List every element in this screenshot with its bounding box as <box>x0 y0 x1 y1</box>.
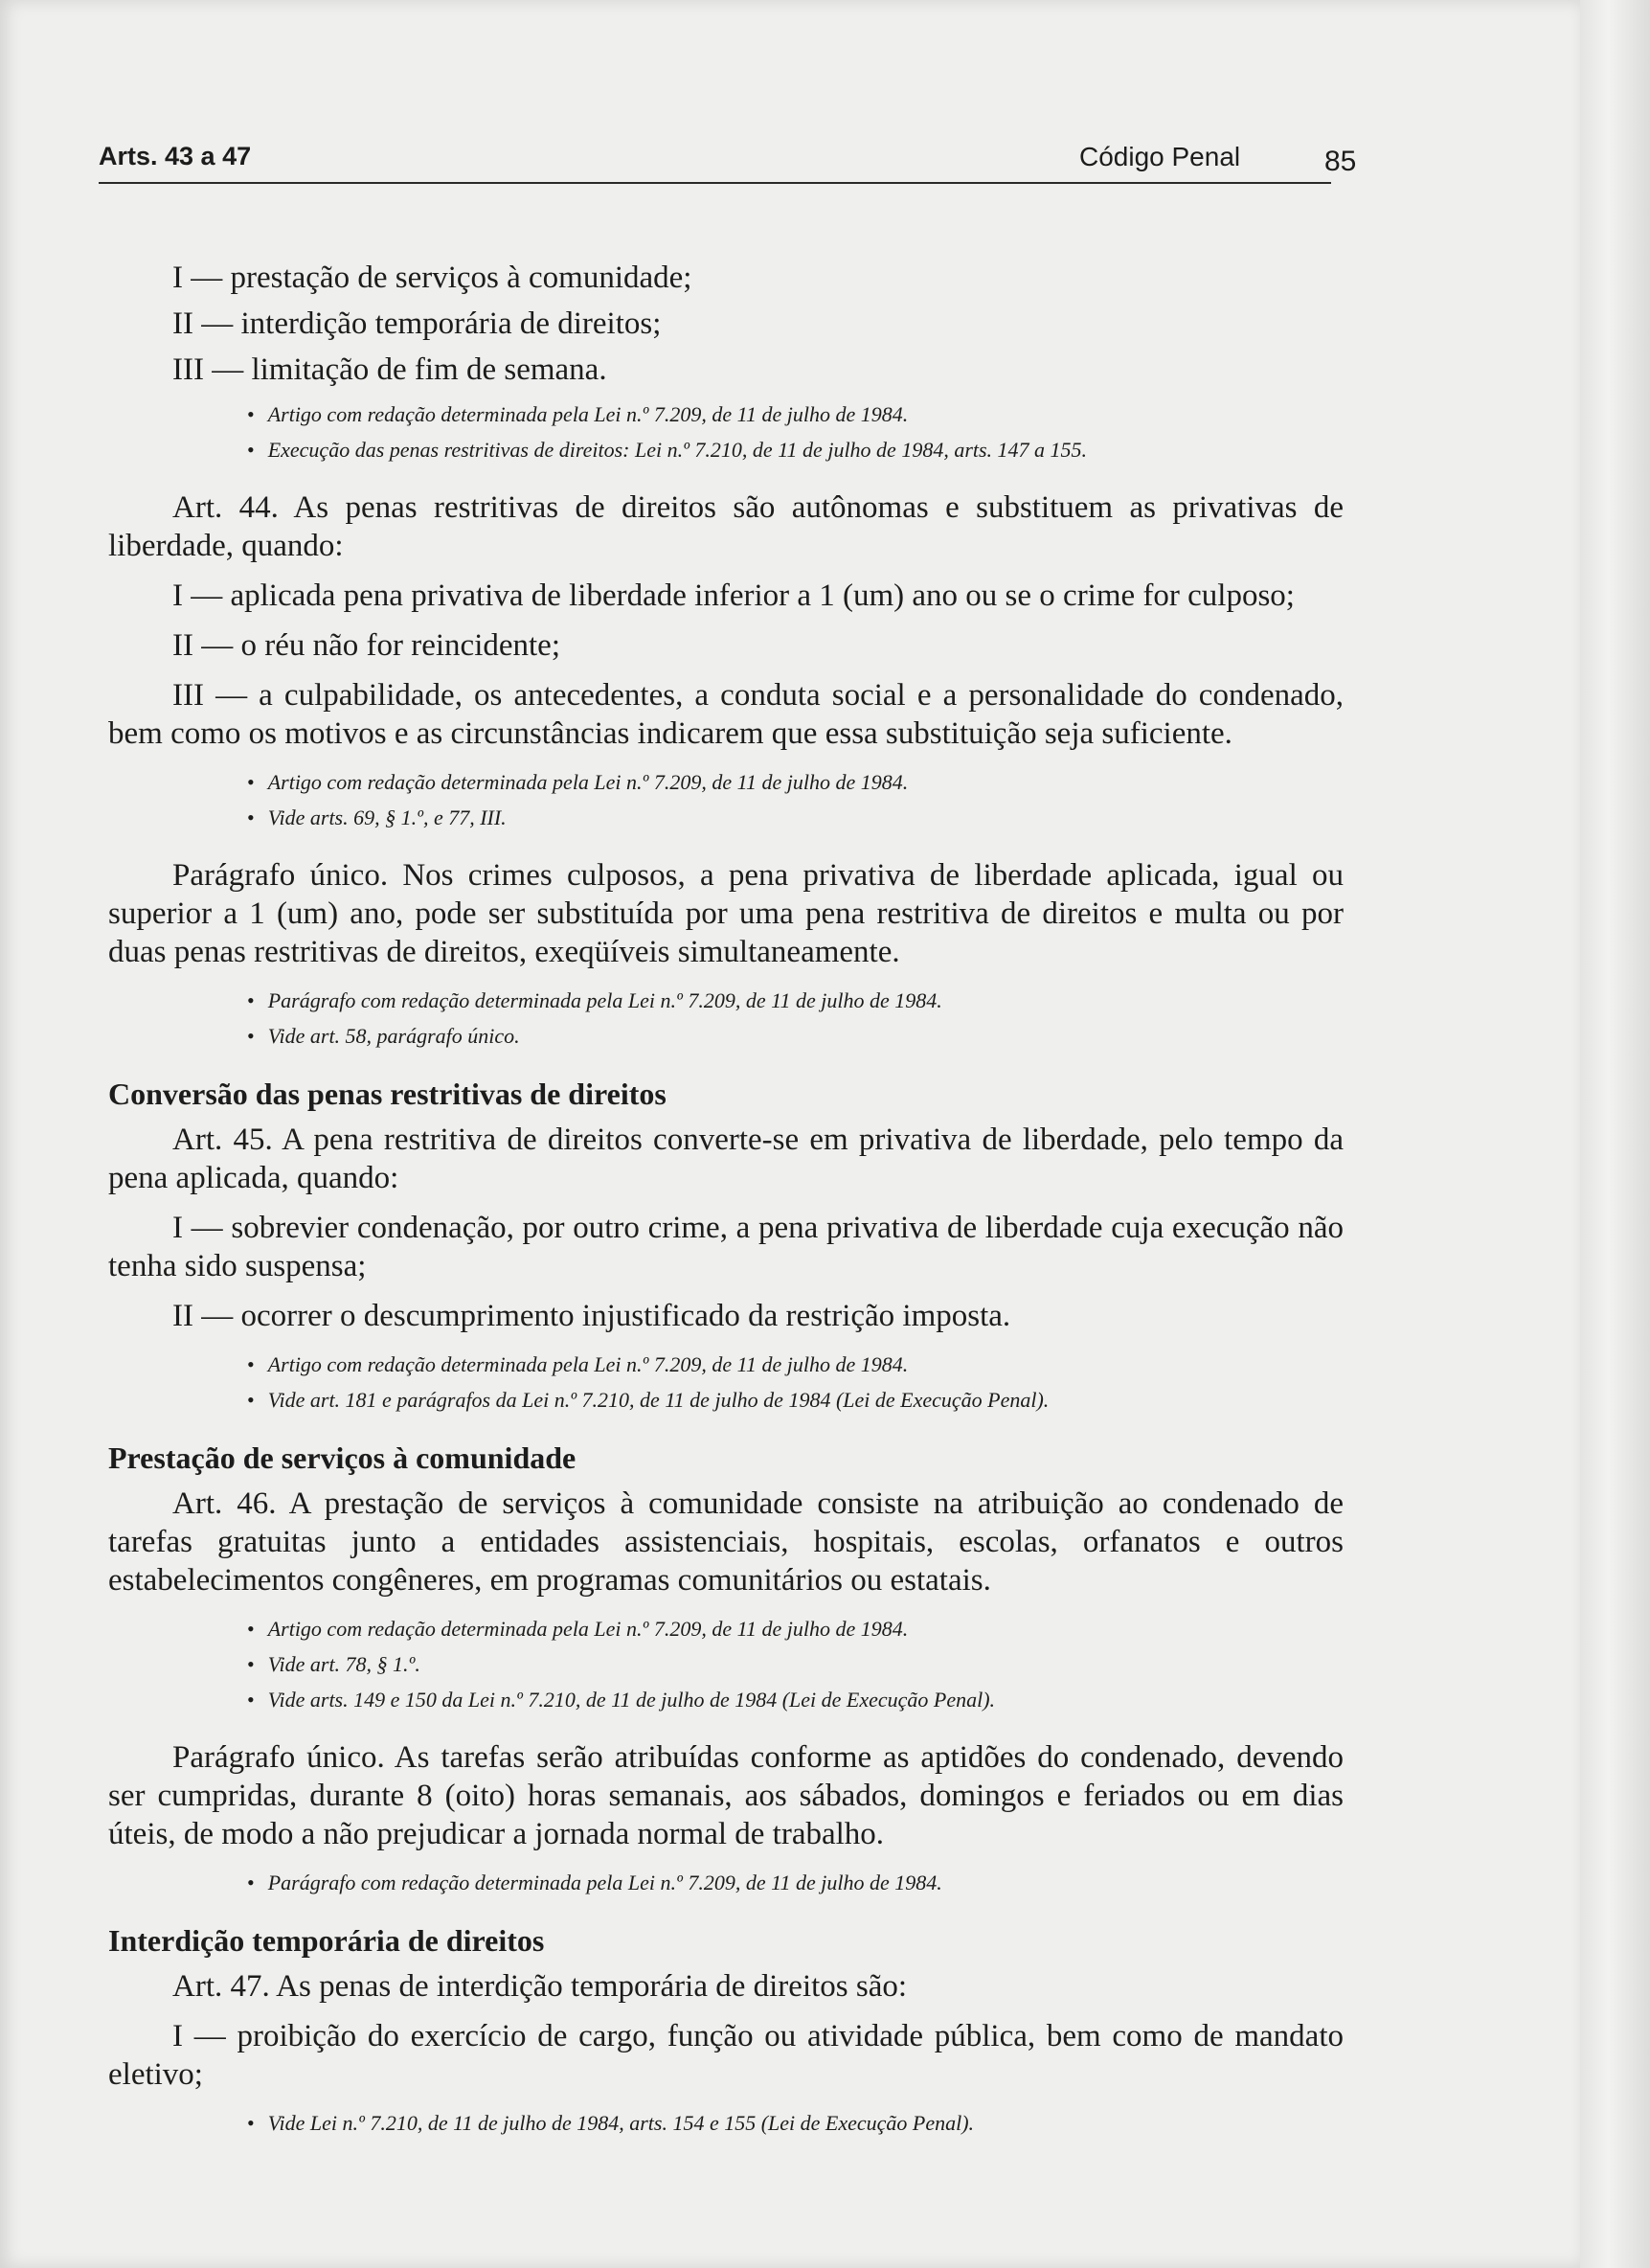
art45-intro: Art. 45. A pena restritiva de direitos converte-se em privativa de liberdade, pelo tempo da pena aplicada, quando: <box>108 1123 1344 1195</box>
art46-paragraph: Parágrafo único. As tarefas serão atribuídas conforme as aptidões do condenado, devendo ser cumpridas, durante 8 (oito) horas semanais, aos sábados, domingos e feriados ou em dias úteis, de modo a não prejudicar a jornada normal de trabalho. <box>108 1740 1344 1851</box>
note: • Vide arts. 149 e 150 da Lei n.º 7.210, de 11 de julho de 1984 (Lei de Execução Penal). <box>247 1682 1344 1717</box>
note: • Vide art. 181 e parágrafos da Lei n.º 7.210, de 11 de julho de 1984 (Lei de Execução Penal). <box>247 1382 1344 1418</box>
note: • Vide art. 58, parágrafo único. <box>247 1018 1344 1054</box>
page-edge <box>1580 0 1650 2268</box>
art45-item-i: I — sobrevier condenação, por outro crime, a pena privativa de liberdade cuja execução não tenha sido suspensa; <box>108 1211 1344 1283</box>
art47-heading: Interdição temporária de direitos <box>108 1923 545 1958</box>
art45-heading: Conversão das penas restritivas de direitos <box>108 1077 667 1111</box>
note: • Artigo com redação determinada pela Lei n.º 7.209, de 11 de julho de 1984. <box>247 397 1344 432</box>
note: • Artigo com redação determinada pela Lei n.º 7.209, de 11 de julho de 1984. <box>247 764 1344 800</box>
note: • Vide Lei n.º 7.210, de 11 de julho de 1984, arts. 154 e 155 (Lei de Execução Penal). <box>247 2105 1344 2141</box>
art44-notes <box>108 764 1344 835</box>
art45-item-ii: II — ocorrer o descumprimento injustificado da restrição imposta. <box>172 1299 1011 1333</box>
note: • Vide arts. 69, § 1.º, e 77, III. <box>247 800 1344 835</box>
art44-item-ii: II — o réu não for reincidente; <box>172 628 560 663</box>
note: • Artigo com redação determinada pela Lei n.º 7.209, de 11 de julho de 1984. <box>247 1611 1344 1646</box>
note: • Vide art. 78, § 1.º. <box>247 1646 1344 1682</box>
art46-paragraph-notes <box>108 1865 1344 1900</box>
art47-notes <box>108 2105 1344 2141</box>
running-header <box>99 136 1357 184</box>
art44-paragraph-notes <box>108 983 1344 1054</box>
header-articles: Arts. 43 a 47 <box>99 142 252 170</box>
note: • Parágrafo com redação determinada pela Lei n.º 7.209, de 11 de julho de 1984. <box>247 983 1344 1018</box>
art46-notes <box>108 1611 1344 1717</box>
list-item: I — prestação de serviços à comunidade; <box>172 261 692 295</box>
art43-list <box>108 259 1344 389</box>
art44-item-i: I — aplicada pena privativa de liberdade inferior a 1 (um) ano ou se o crime for culposo; <box>172 578 1295 613</box>
note: • Execução das penas restritivas de direitos: Lei n.º 7.210, de 11 de julho de 1984, arts. 147 a 155. <box>247 432 1344 467</box>
art47-intro: Art. 47. As penas de interdição temporária de direitos são: <box>172 1969 908 2004</box>
art44-intro: Art. 44. As penas restritivas de direitos são autônomas e substituem as privativas de liberdade, quando: <box>108 490 1344 563</box>
art46-intro: Art. 46. A prestação de serviços à comunidade consiste na atribuição ao condenado de tarefas gratuitas junto a entidades assistenciais, hospitais, escolas, orfanatos e outros estabelecimentos congêneres, em programas comunitários ou estatais. <box>108 1486 1344 1598</box>
art46-heading: Prestação de serviços à comunidade <box>108 1440 576 1475</box>
page-body <box>108 259 1344 2162</box>
list-item: III — limitação de fim de semana. <box>172 352 607 387</box>
art43-notes <box>108 397 1344 467</box>
art44-item-iii: III — a culpabilidade, os antecedentes, a conduta social e a personalidade do condenado, bem como os motivos e as circunstâncias indicarem que essa substituição seja suficiente. <box>108 678 1344 751</box>
page-number: 85 <box>1324 146 1357 177</box>
art45-notes <box>108 1347 1344 1418</box>
header-title: Código Penal <box>1079 142 1241 171</box>
list-item: II — interdição temporária de direitos; <box>172 306 662 341</box>
note: • Artigo com redação determinada pela Lei n.º 7.209, de 11 de julho de 1984. <box>247 1347 1344 1382</box>
art47-item-i: I — proibição do exercício de cargo, função ou atividade pública, bem como de mandato eletivo; <box>108 2019 1344 2092</box>
art44-paragraph: Parágrafo único. Nos crimes culposos, a pena privativa de liberdade aplicada, igual ou superior a 1 (um) ano, pode ser substituída por uma pena restritiva de direitos e multa ou por duas penas restritivas de direitos, exeqüíveis simultaneamente. <box>108 858 1344 969</box>
note: • Parágrafo com redação determinada pela Lei n.º 7.209, de 11 de julho de 1984. <box>247 1865 1344 1900</box>
